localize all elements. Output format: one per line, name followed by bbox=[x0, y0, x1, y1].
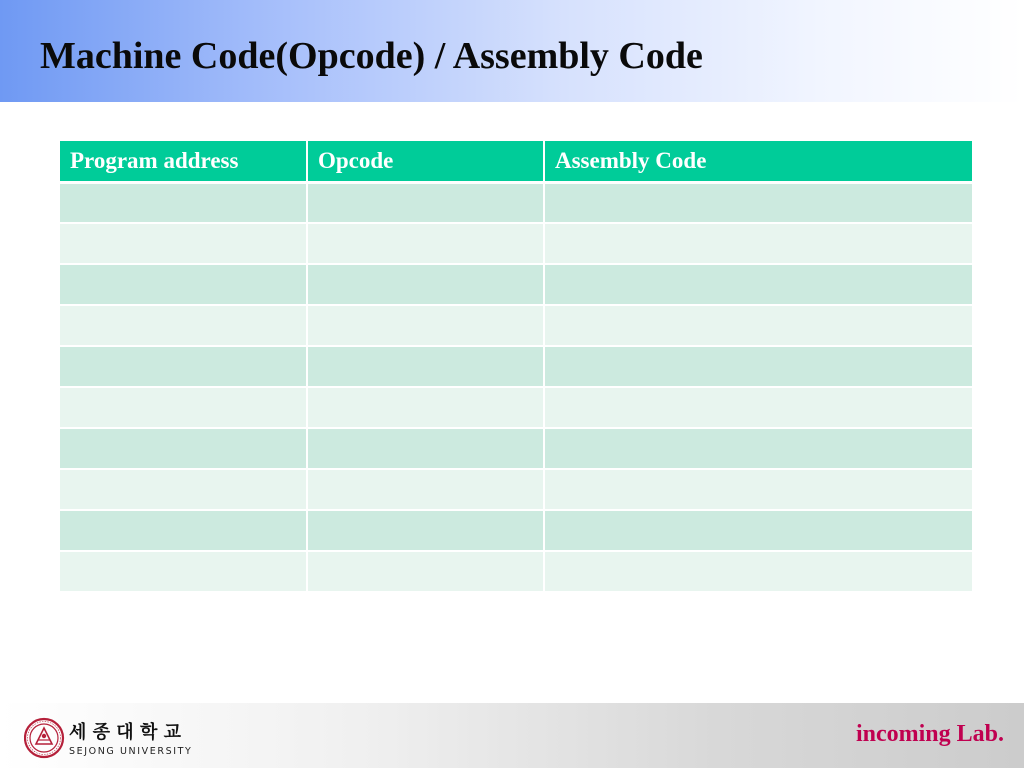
cell-assembly-code bbox=[544, 510, 972, 551]
table-container bbox=[60, 141, 972, 593]
cell-program-address bbox=[60, 346, 307, 387]
cell-opcode bbox=[307, 510, 544, 551]
cell-opcode bbox=[307, 264, 544, 305]
cell-assembly-code bbox=[544, 346, 972, 387]
cell-opcode bbox=[307, 305, 544, 346]
cell-program-address bbox=[60, 387, 307, 428]
cell-opcode bbox=[307, 346, 544, 387]
cell-opcode bbox=[307, 469, 544, 510]
table-row bbox=[60, 387, 972, 428]
slide-title: Machine Code(Opcode) / Assembly Code bbox=[40, 35, 703, 77]
header-program-address: Program address bbox=[60, 141, 307, 182]
cell-program-address bbox=[60, 264, 307, 305]
table-row bbox=[60, 182, 972, 223]
cell-assembly-code bbox=[544, 387, 972, 428]
sejong-university-logo bbox=[24, 716, 204, 760]
cell-program-address bbox=[60, 223, 307, 264]
cell-assembly-code bbox=[544, 305, 972, 346]
cell-program-address bbox=[60, 428, 307, 469]
cell-opcode bbox=[307, 182, 544, 223]
table-row bbox=[60, 305, 972, 346]
table-header-row bbox=[60, 141, 972, 182]
cell-opcode bbox=[307, 387, 544, 428]
title-bar bbox=[0, 0, 1024, 102]
logo-korean-text: 세 종 대 학 교 bbox=[69, 722, 182, 743]
cell-program-address bbox=[60, 551, 307, 592]
cell-assembly-code bbox=[544, 469, 972, 510]
header-opcode: Opcode bbox=[307, 141, 544, 182]
table-row bbox=[60, 428, 972, 469]
footer-bar bbox=[0, 703, 1024, 768]
logo-english-text: SEJONG UNIVERSITY bbox=[69, 746, 193, 757]
university-seal-icon bbox=[25, 719, 63, 757]
opcode-table bbox=[60, 141, 972, 593]
table-row bbox=[60, 346, 972, 387]
table-row bbox=[60, 551, 972, 592]
table-row bbox=[60, 264, 972, 305]
lab-name: incoming Lab. bbox=[855, 721, 1004, 747]
cell-program-address bbox=[60, 510, 307, 551]
cell-program-address bbox=[60, 182, 307, 223]
cell-assembly-code bbox=[544, 182, 972, 223]
header-assembly-code: Assembly Code bbox=[544, 141, 972, 182]
table-row bbox=[60, 510, 972, 551]
cell-assembly-code bbox=[544, 264, 972, 305]
table-row bbox=[60, 223, 972, 264]
table-row bbox=[60, 469, 972, 510]
cell-opcode bbox=[307, 551, 544, 592]
cell-assembly-code bbox=[544, 551, 972, 592]
cell-assembly-code bbox=[544, 223, 972, 264]
cell-assembly-code bbox=[544, 428, 972, 469]
cell-program-address bbox=[60, 469, 307, 510]
cell-opcode bbox=[307, 428, 544, 469]
cell-opcode bbox=[307, 223, 544, 264]
cell-program-address bbox=[60, 305, 307, 346]
